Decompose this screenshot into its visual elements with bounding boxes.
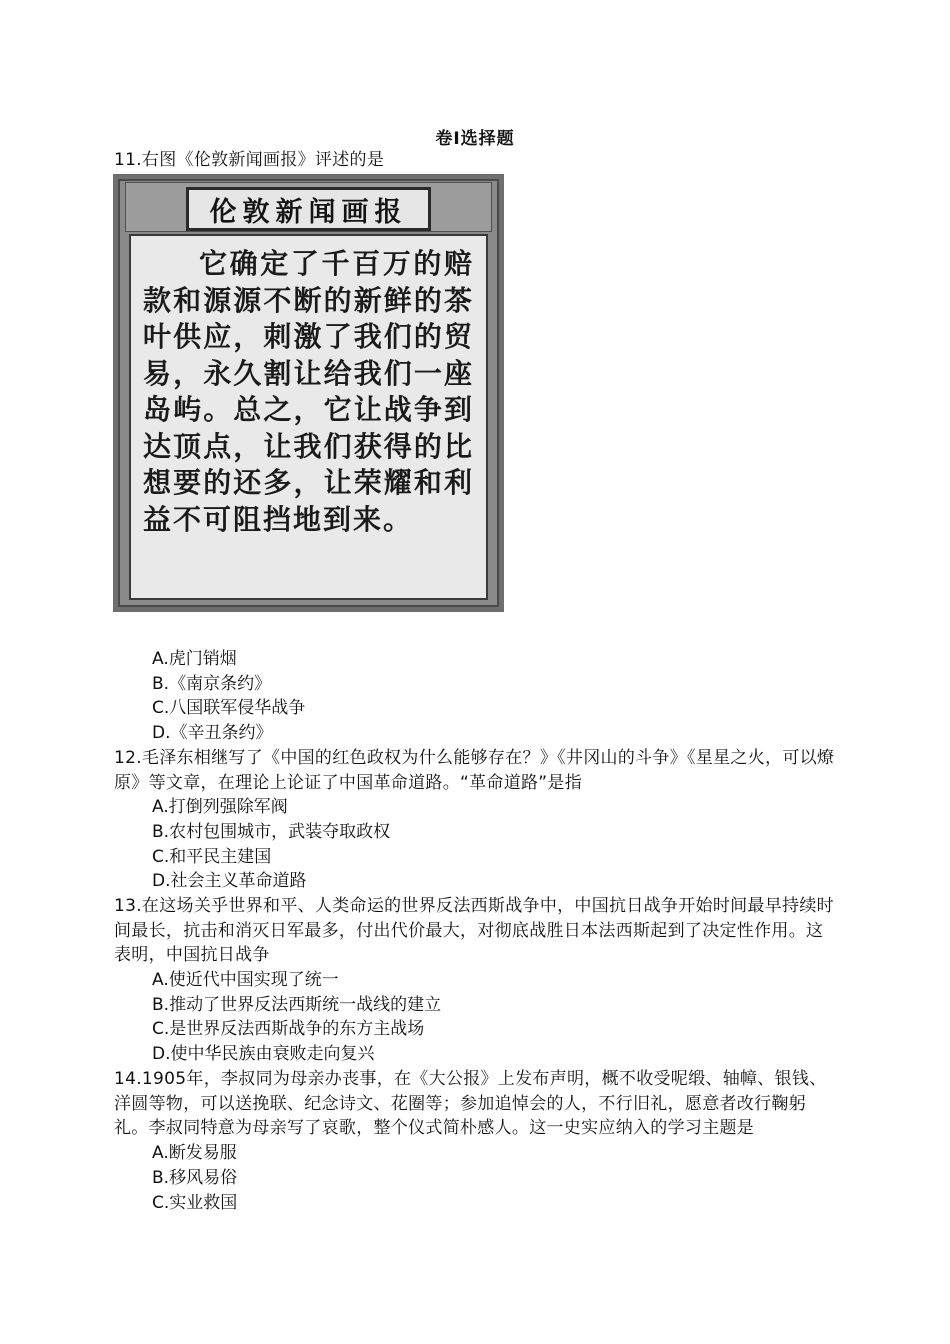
question-12-stem: 12.毛泽东相继写了《中国的红色政权为什么能够存在？》《井冈山的斗争》《星星之火，可以燎原》等文章，在理论上论证了中国革命道路。“革命道路”是指	[114, 748, 835, 793]
question-14-option-a[interactable]: A.断发易服	[152, 1143, 237, 1163]
question-11-stem: 11.右图《伦敦新闻画报》评述的是	[114, 150, 385, 170]
question-14-stem: 14.1905年，李叔同为母亲办丧事，在《大公报》上发布声明，概不收受呢缎、轴幛、银钱、洋圆等物，可以送挽联、纪念诗文、花圈等；参加追悼会的人，不行旧礼，愿意者改行鞠躬礼。李叔同特意为母亲写了哀歌，整个仪式简朴感人。这一史实应纳入的学习主题是	[114, 1069, 827, 1138]
question-12-option-b[interactable]: B.农村包围城市，武装夺取政权	[152, 822, 391, 842]
question-13-option-a[interactable]: A.使近代中国实现了统一	[152, 970, 339, 990]
figure-title-band	[125, 182, 492, 232]
figure-quote-box	[129, 234, 488, 600]
question-12-option-d[interactable]: D.社会主义革命道路	[152, 871, 307, 891]
question-11-option-a[interactable]: A.虎门销烟	[152, 649, 237, 669]
newspaper-figure	[113, 174, 504, 612]
question-11-option-b[interactable]: B.《南京条约》	[152, 674, 272, 694]
question-11-option-d[interactable]: D.《辛丑条约》	[152, 723, 273, 743]
figure-quote-text: 它确定了千百万的赔款和源源不断的新鲜的茶叶供应，刺激了我们的贸易，永久割让给我们一座岛屿。总之，它让战争到达顶点，让我们获得的比想要的还多，让荣耀和利益不可阻挡地到来。	[143, 247, 474, 536]
question-11-option-c[interactable]: C.八国联军侵华战争	[152, 698, 306, 718]
question-13-option-c[interactable]: C.是世界反法西斯战争的东方主战场	[152, 1019, 425, 1039]
question-14-option-b[interactable]: B.移风易俗	[152, 1168, 238, 1188]
question-12-option-a[interactable]: A.打倒列强除军阀	[152, 797, 288, 817]
question-12-option-c[interactable]: C.和平民主建国	[152, 847, 272, 867]
figure-title: 伦敦新闻画报	[186, 187, 431, 231]
question-13-stem: 13.在这场关乎世界和平、人类命运的世界反法西斯战争中，中国抗日战争开始时间最早持续时间最长，抗击和消灭日军最多，付出代价最大，对彻底战胜日本法西斯起到了决定性作用。这表明，中国抗日战争	[114, 896, 834, 965]
question-13-option-d[interactable]: D.使中华民族由衰败走向复兴	[152, 1044, 375, 1064]
section-title: 卷Ⅰ选择题	[435, 129, 515, 149]
question-13-option-b[interactable]: B.推动了世界反法西斯统一战线的建立	[152, 995, 442, 1015]
question-14-option-c[interactable]: C.实业救国	[152, 1193, 238, 1213]
